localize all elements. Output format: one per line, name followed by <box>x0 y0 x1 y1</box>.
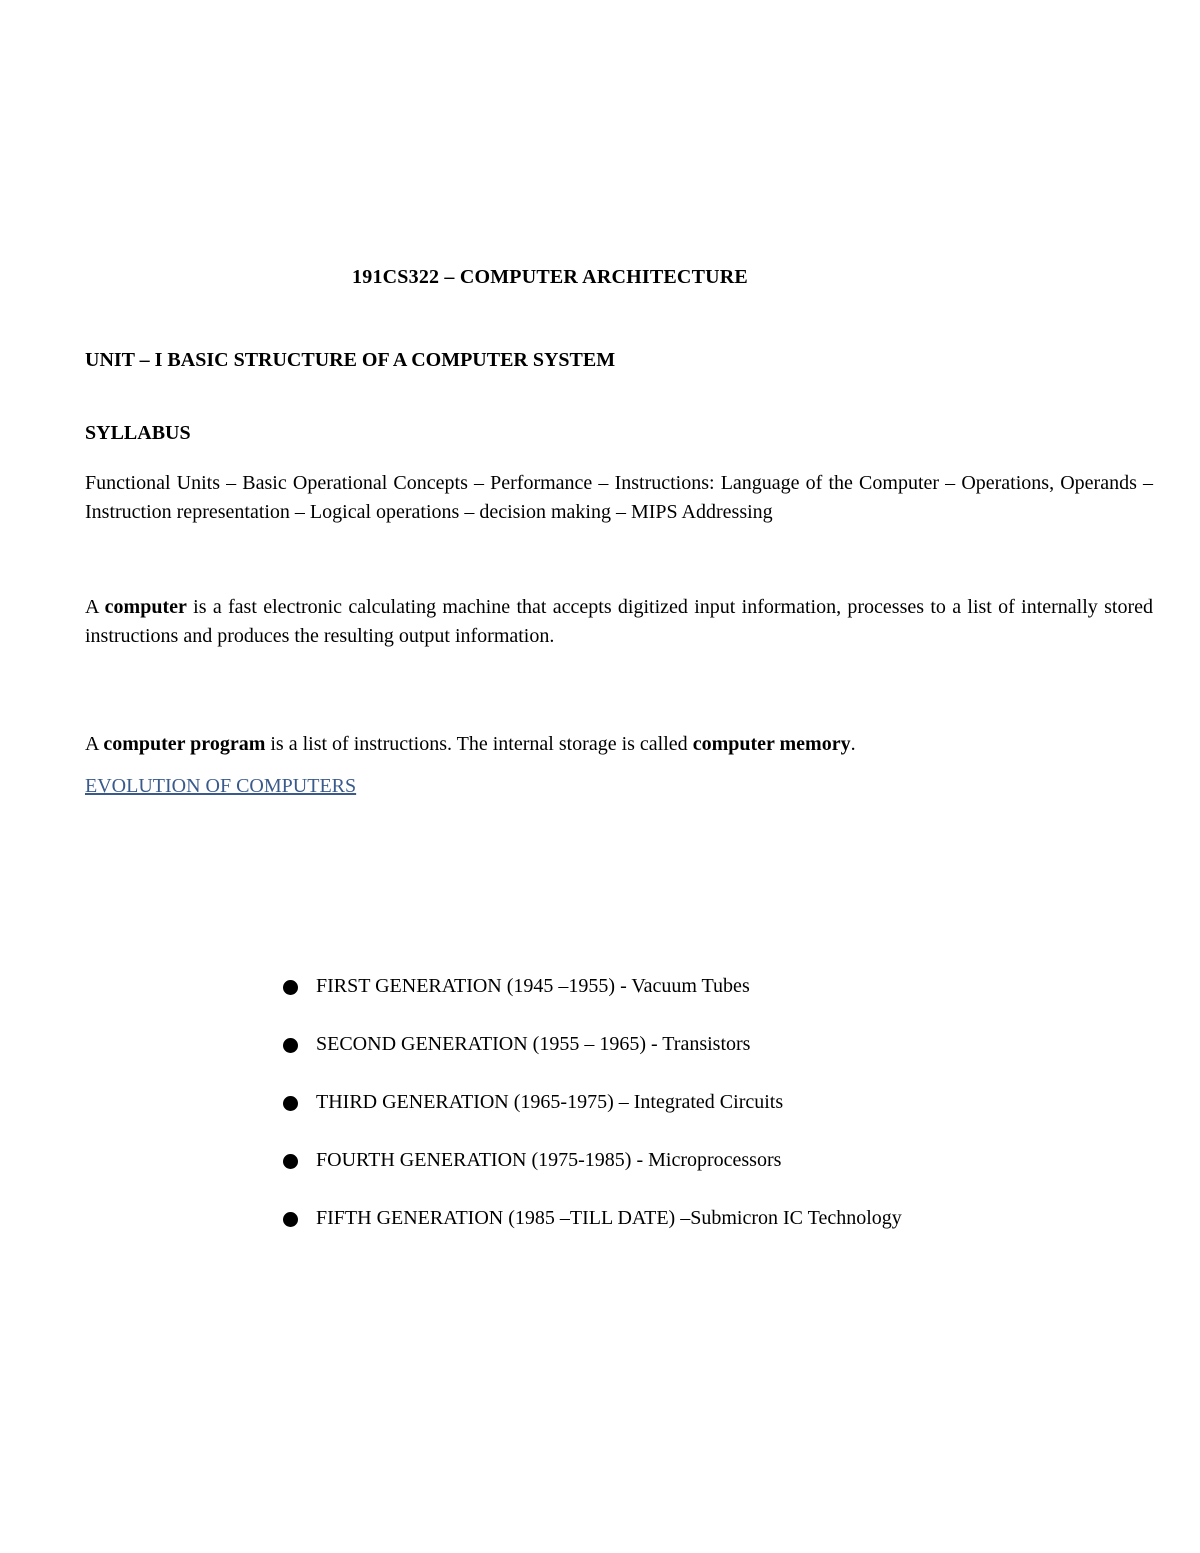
unit-heading: UNIT – I BASIC STRUCTURE OF A COMPUTER SYSTEM <box>85 349 616 371</box>
list-item-fourth-generation <box>283 1146 902 1204</box>
evolution-of-computers-link[interactable]: EVOLUTION OF COMPUTERS <box>85 775 357 797</box>
list-item-first-generation <box>283 972 902 1030</box>
program-def-middle: is a list of instructions. The internal storage is called <box>265 733 693 755</box>
computer-memory-term: computer memory <box>692 733 851 755</box>
bullet-icon <box>283 1096 298 1111</box>
list-item-second-generation <box>283 1030 902 1088</box>
program-def-suffix: . <box>850 733 856 755</box>
bullet-icon <box>283 1154 298 1169</box>
computer-term: computer <box>104 596 187 618</box>
syllabus-heading: SYLLABUS <box>85 422 191 444</box>
list-item-third-generation <box>283 1088 902 1146</box>
generation-text: SECOND GENERATION (1955 – 1965) - Transistors <box>316 1033 751 1055</box>
list-item-fifth-generation <box>283 1204 902 1262</box>
computer-def-rest: is a fast electronic calculating machine that accepts digitized input information, processes to a list of internally stored instructions and produces the resulting output information. <box>85 596 1153 647</box>
program-definition <box>85 730 1153 759</box>
document-title: 191CS322 – COMPUTER ARCHITECTURE <box>352 266 748 288</box>
bullet-icon <box>283 980 298 995</box>
computer-definition <box>85 593 1153 651</box>
program-def-prefix: A <box>85 733 104 755</box>
generations-list <box>283 972 902 1262</box>
generation-text: FOURTH GENERATION (1975-1985) - Microprocessors <box>316 1149 782 1171</box>
bullet-icon <box>283 1212 298 1227</box>
syllabus-text: Functional Units – Basic Operational Concepts – Performance – Instructions: Language of the Computer – Operations, Operands – Instruction representation – Logical operations – decision making – MIPS Addressing <box>85 472 1153 523</box>
generation-text: FIFTH GENERATION (1985 –TILL DATE) –Submicron IC Technology <box>316 1207 902 1229</box>
computer-def-prefix: A <box>85 596 105 618</box>
bullet-icon <box>283 1038 298 1053</box>
generation-text: THIRD GENERATION (1965-1975) – Integrated Circuits <box>316 1091 784 1113</box>
computer-program-term: computer program <box>103 733 266 755</box>
generation-text: FIRST GENERATION (1945 –1955) - Vacuum Tubes <box>316 975 750 997</box>
